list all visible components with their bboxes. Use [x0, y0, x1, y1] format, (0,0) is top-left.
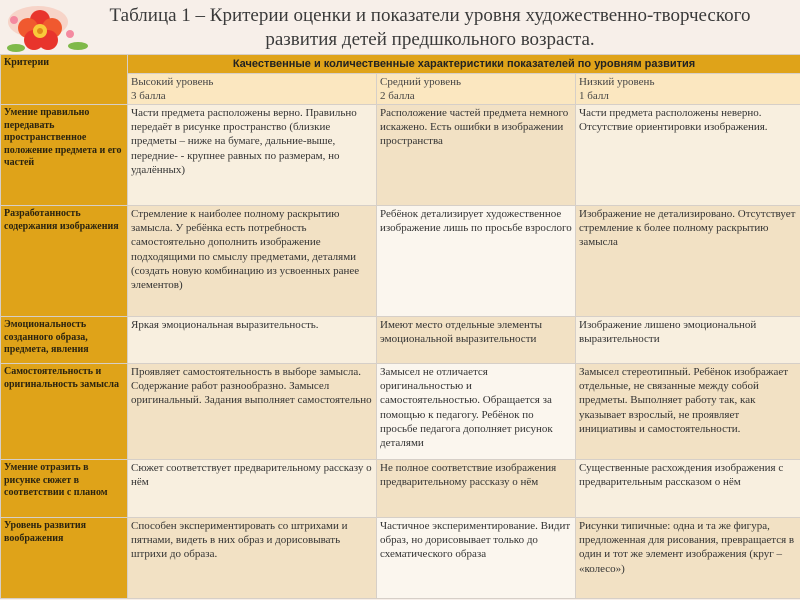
table-row: [1, 364, 800, 460]
low-cell: Части предмета расположены неверно. Отсутствие ориентировки изображения.: [576, 105, 800, 206]
level-mid: Средний уровень 2 балла: [377, 74, 576, 105]
criteria-header: Критерии: [1, 55, 128, 105]
title-line-2: развития детей предшкольного возраста.: [265, 29, 595, 50]
low-cell: Изображение не детализировано. Отсутствует стремление к более полному раскрытию замысла: [576, 206, 800, 317]
high-cell: Сюжет соответствует предварительному рассказу о нём: [128, 460, 377, 518]
criterion-cell: Умение правильно передавать пространственное положение предмета и его частей: [1, 105, 128, 206]
high-cell: Стремление к наиболее полному раскрытию замысла. У ребёнка есть потребность самостоятельно дополнить изображение подходящими по смыслу предметами, деталями (создать новую комбинацию из усвоенных ранее элементов): [128, 206, 377, 317]
criterion-cell: Эмоциональность созданного образа, предмета, явления: [1, 317, 128, 364]
mid-cell: Ребёнок детализирует художественное изображение лишь по просьбе взрослого: [377, 206, 576, 317]
criterion-cell: Уровень развития воображения: [1, 518, 128, 599]
low-cell: Изображение лишено эмоциональной выразительности: [576, 317, 800, 364]
header-row: [1, 55, 800, 74]
criterion-cell: Умение отразить в рисунке сюжет в соответствии с планом: [1, 460, 128, 518]
level-low: Низкий уровень 1 балл: [576, 74, 800, 105]
criteria-table: [0, 54, 800, 599]
mid-cell: Не полное соответствие изображения предварительному рассказу о нём: [377, 460, 576, 518]
mid-cell: Расположение частей предмета немного искажено. Есть ошибки в изображении пространства: [377, 105, 576, 206]
low-cell: Рисунки типичные: одна и та же фигура, предложенная для рисования, превращается в один и тот же элемент изображения (круг – «колесо»): [576, 518, 800, 599]
table-row: [1, 460, 800, 518]
title-line-1: Таблица 1 – Критерии оценки и показатели уровня художественно-творческого: [109, 5, 751, 26]
table-row: [1, 518, 800, 599]
table-row: [1, 105, 800, 206]
mid-cell: Частичное экспериментирование. Видит образ, но дорисовывает только до схематического образа: [377, 518, 576, 599]
high-cell: Части предмета расположены верно. Правильно передаёт в рисунке пространство (близкие предметы – ниже на бумаге, дальние-выше, передние- - крупнее равных по размерам, но удалённых): [128, 105, 377, 206]
mid-cell: Имеют место отдельные элементы эмоциональной выразительности: [377, 317, 576, 364]
mid-cell: Замысел не отличается оригинальностью и самостоятельностью. Обращается за помощью к педагогу. Ребёнок по просьбе педагога дополняет рисунок деталями: [377, 364, 576, 460]
page-title: [60, 4, 800, 52]
low-cell: Замысел стереотипный. Ребёнок изображает отдельные, не связанные между собой предметы. Выполняет работу так, как указывает взрослый, не проявляет инициативы и самостоятельности.: [576, 364, 800, 460]
criterion-cell: Самостоятельность и оригинальность замысла: [1, 364, 128, 460]
high-cell: Яркая эмоциональная выразительность.: [128, 317, 377, 364]
high-cell: Проявляет самостоятельность в выборе замысла. Содержание работ разнообразно. Замысел оригинальный. Задания выполняет самостоятельно: [128, 364, 377, 460]
low-cell: Существенные расхождения изображения с предварительным рассказом о нём: [576, 460, 800, 518]
table-row: [1, 206, 800, 317]
criterion-cell: Разработанность содержания изображения: [1, 206, 128, 317]
level-high: Высокий уровень 3 балла: [128, 74, 377, 105]
characteristics-header: Качественные и количественные характеристики показателей по уровням развития: [128, 55, 800, 74]
high-cell: Способен экспериментировать со штрихами и пятнами, видеть в них образ и дорисовывать штрихи до образа.: [128, 518, 377, 599]
table-row: [1, 317, 800, 364]
